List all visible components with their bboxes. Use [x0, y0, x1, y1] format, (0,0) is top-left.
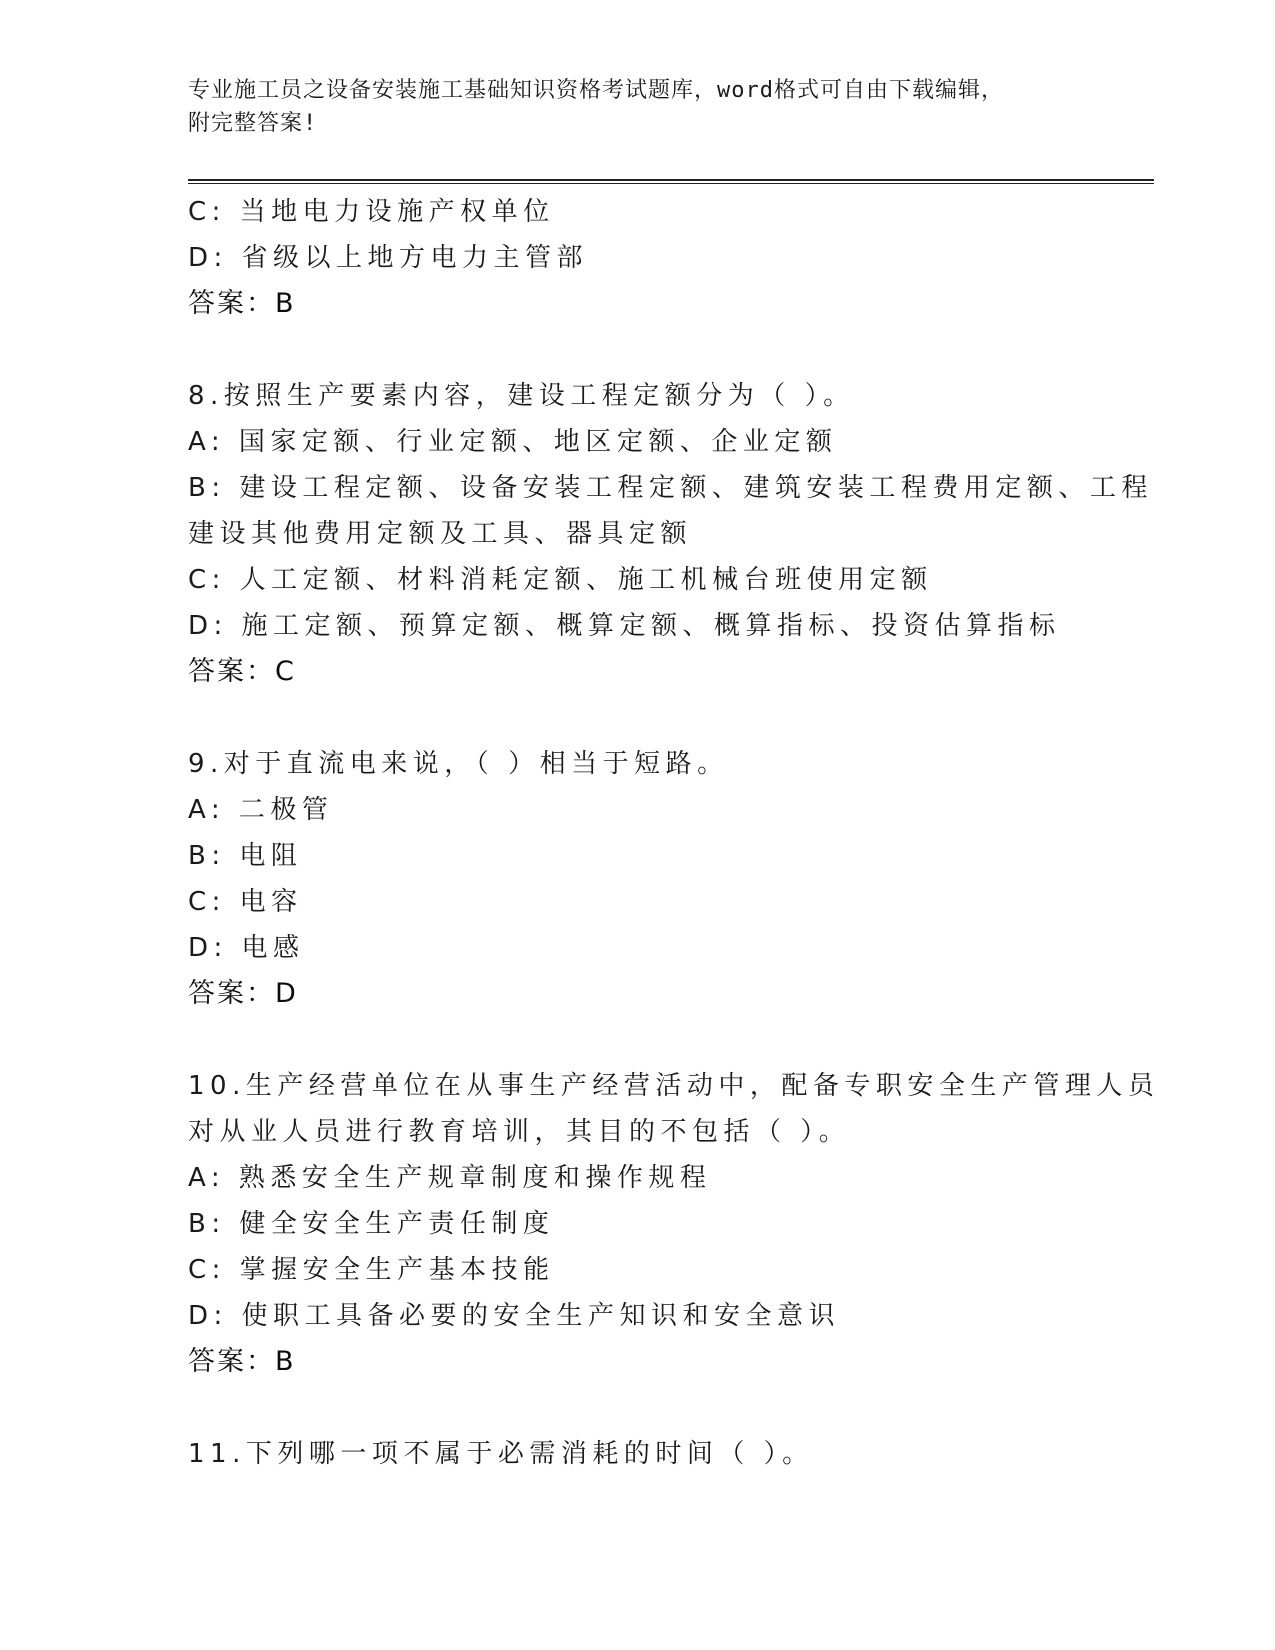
q10-option-c: C: 掌握安全生产基本技能: [188, 1255, 555, 1285]
spacer: [188, 327, 1088, 373]
q8-option-b-line-2: 建设其他费用定额及工具、器具定额: [188, 519, 693, 549]
q8-option-a: A: 国家定额、行业定额、地区定额、企业定额: [188, 427, 838, 457]
q9-option-c: C: 电容: [188, 887, 303, 917]
q10-stem-line-2: 对从业人员进行教育培训，其目的不包括（ ）。: [188, 1117, 851, 1147]
header-title-line-2: 附完整答案!: [188, 111, 318, 136]
spacer: [188, 1385, 1088, 1431]
q9-answer: 答案：D: [188, 978, 298, 1009]
q8-answer: 答案：C: [188, 656, 296, 687]
q8-option-d: D: 施工定额、预算定额、概算定额、概算指标、投资估算指标: [188, 611, 1061, 641]
header-divider-thin: [188, 183, 1154, 184]
q10-stem-line-1: 10.生产经营单位在从事生产经营活动中，配备专职安全生产管理人员: [188, 1071, 1160, 1101]
spacer: [188, 1017, 1088, 1063]
q9-option-d: D: 电感: [188, 933, 305, 963]
q10-option-a: A: 熟悉安全生产规章制度和操作规程: [188, 1163, 712, 1193]
q10-option-d: D: 使职工具备必要的安全生产知识和安全意识: [188, 1301, 841, 1331]
q7-answer: 答案：B: [188, 288, 296, 319]
q7-option-d: D: 省级以上地方电力主管部: [188, 243, 589, 273]
q11-stem: 11.下列哪一项不属于必需消耗的时间（ ）。: [188, 1439, 814, 1469]
q8-stem: 8.按照生产要素内容，建设工程定额分为（ ）。: [188, 381, 855, 411]
q9-option-a: A: 二极管: [188, 795, 334, 825]
q10-option-b: B: 健全安全生产责任制度: [188, 1209, 555, 1239]
q10-answer: 答案：B: [188, 1346, 296, 1377]
header-title-line-1: 专业施工员之设备安装施工基础知识资格考试题库，word格式可自由下载编辑，: [188, 78, 1004, 103]
document-header: [188, 74, 1088, 140]
q9-stem: 9.对于直流电来说，（ ）相当于短路。: [188, 749, 729, 779]
q7-option-c: C: 当地电力设施产权单位: [188, 197, 555, 227]
spacer: [188, 695, 1088, 741]
q9-option-b: B: 电阻: [188, 841, 303, 871]
header-divider-thick: [188, 179, 1154, 181]
q8-option-c: C: 人工定额、材料消耗定额、施工机械台班使用定额: [188, 565, 933, 595]
q8-option-b-line-1: B: 建设工程定额、设备安装工程定额、建筑安装工程费用定额、工程: [188, 473, 1153, 503]
question-list: [188, 189, 1160, 1477]
